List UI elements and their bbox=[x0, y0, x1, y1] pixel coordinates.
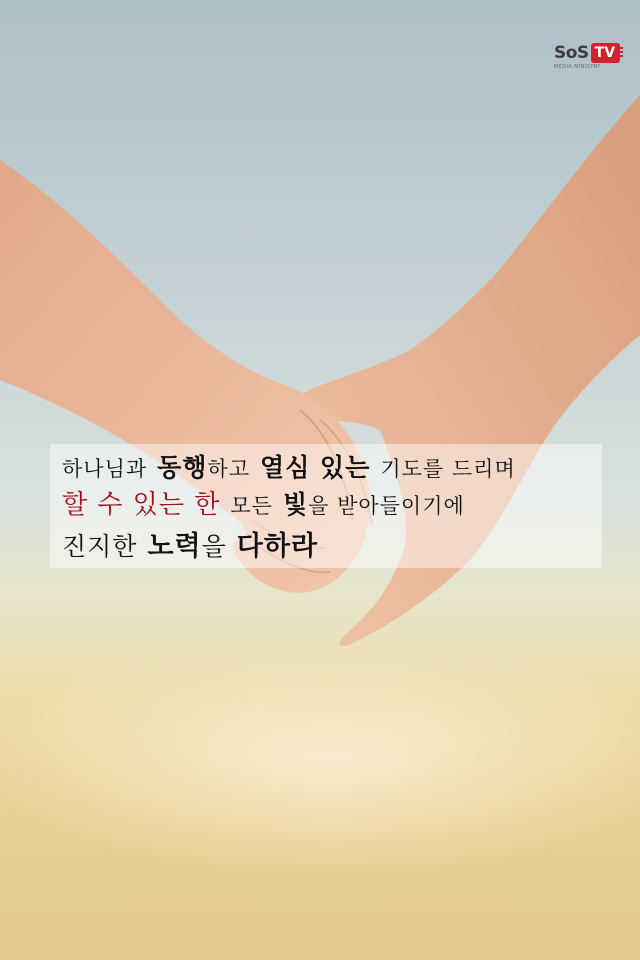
logo-tagline: MEDIA MINISTRY bbox=[554, 64, 601, 70]
quote-word-emphasis: 빛 bbox=[282, 490, 309, 519]
quote-word: 기도를 드리며 bbox=[380, 457, 516, 481]
quote-line-1 bbox=[62, 448, 516, 484]
logo-tv-badge: TV bbox=[591, 43, 620, 63]
quote-word-emphasis: 다하라 bbox=[236, 531, 319, 562]
quote-word: 하나님과 bbox=[62, 457, 148, 481]
quote-word-emphasis: 동행 bbox=[157, 453, 208, 482]
quote-line-3 bbox=[62, 524, 318, 563]
logo-brand-text: SoS bbox=[554, 43, 589, 63]
quote-word-highlight: 할 수 있는 한 bbox=[62, 490, 221, 520]
quote-word-emphasis: 열심 있는 bbox=[260, 453, 371, 482]
quote-word: 하고 bbox=[207, 457, 251, 481]
sos-tv-logo bbox=[554, 40, 632, 74]
quote-word-emphasis: 노력 bbox=[147, 531, 202, 562]
logo-mark bbox=[554, 40, 620, 66]
quote-word: 진지한 bbox=[62, 532, 138, 561]
field-glow bbox=[0, 640, 640, 880]
quote-word: 모든 bbox=[230, 494, 273, 518]
quote-line-2 bbox=[62, 484, 465, 521]
quote-word: 을 bbox=[201, 532, 227, 561]
quote-word: 을 받아들이기에 bbox=[308, 494, 465, 518]
quote-caption bbox=[50, 444, 602, 568]
